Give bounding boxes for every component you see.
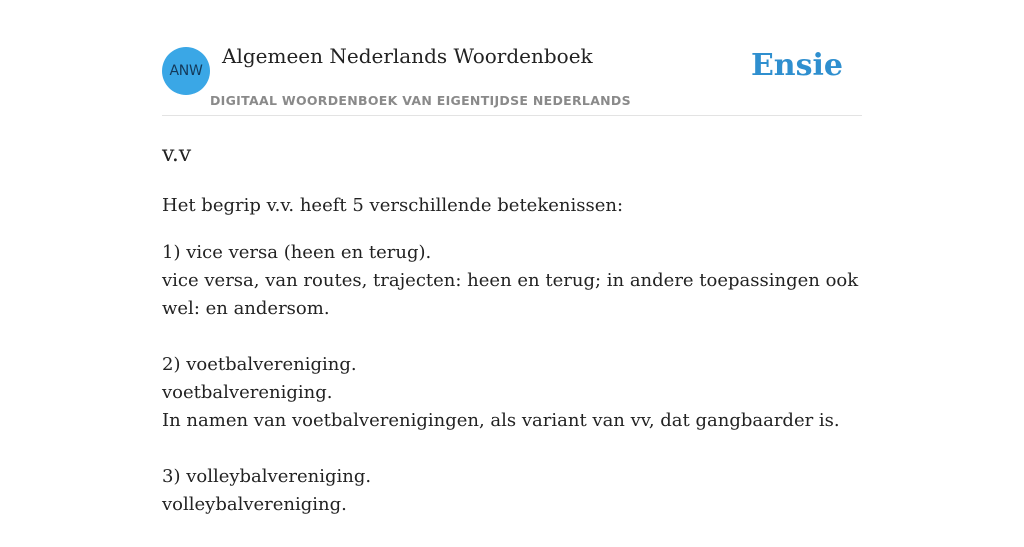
logo-text: ANW xyxy=(169,63,203,79)
meanings-list xyxy=(162,239,862,519)
page xyxy=(162,0,862,515)
meaning-heading: 1) vice versa (heen en terug). xyxy=(162,242,432,263)
site-header xyxy=(162,0,862,116)
entry-term: v.v xyxy=(162,142,192,167)
meaning-line: voetbalvereniging. xyxy=(162,382,333,403)
meaning-line: vice versa, van routes, trajecten: heen en terug; in andere toepassingen ook wel: en andersom. xyxy=(162,270,859,319)
meaning-line: volleybalvereniging. xyxy=(162,494,347,515)
meaning-line: In namen van voetbalverenigingen, als variant van vv, dat gangbaarder is. xyxy=(162,410,840,431)
anw-logo[interactable] xyxy=(162,47,210,95)
meaning-item xyxy=(162,239,862,323)
meaning-heading: 2) voetbalvereniging. xyxy=(162,354,357,375)
meaning-heading: 3) volleybalvereniging. xyxy=(162,466,372,487)
meaning-item xyxy=(162,463,862,519)
entry-intro: Het begrip v.v. heeft 5 verschillende betekenissen: xyxy=(162,195,624,216)
site-subtitle: DIGITAAL WOORDENBOEK VAN EIGENTIJDSE NEDERLANDS xyxy=(210,93,631,108)
meaning-item xyxy=(162,351,862,435)
ensie-brand-link[interactable]: Ensie xyxy=(750,48,843,83)
entry-content xyxy=(162,140,862,547)
site-title[interactable]: Algemeen Nederlands Woordenboek xyxy=(222,44,593,68)
